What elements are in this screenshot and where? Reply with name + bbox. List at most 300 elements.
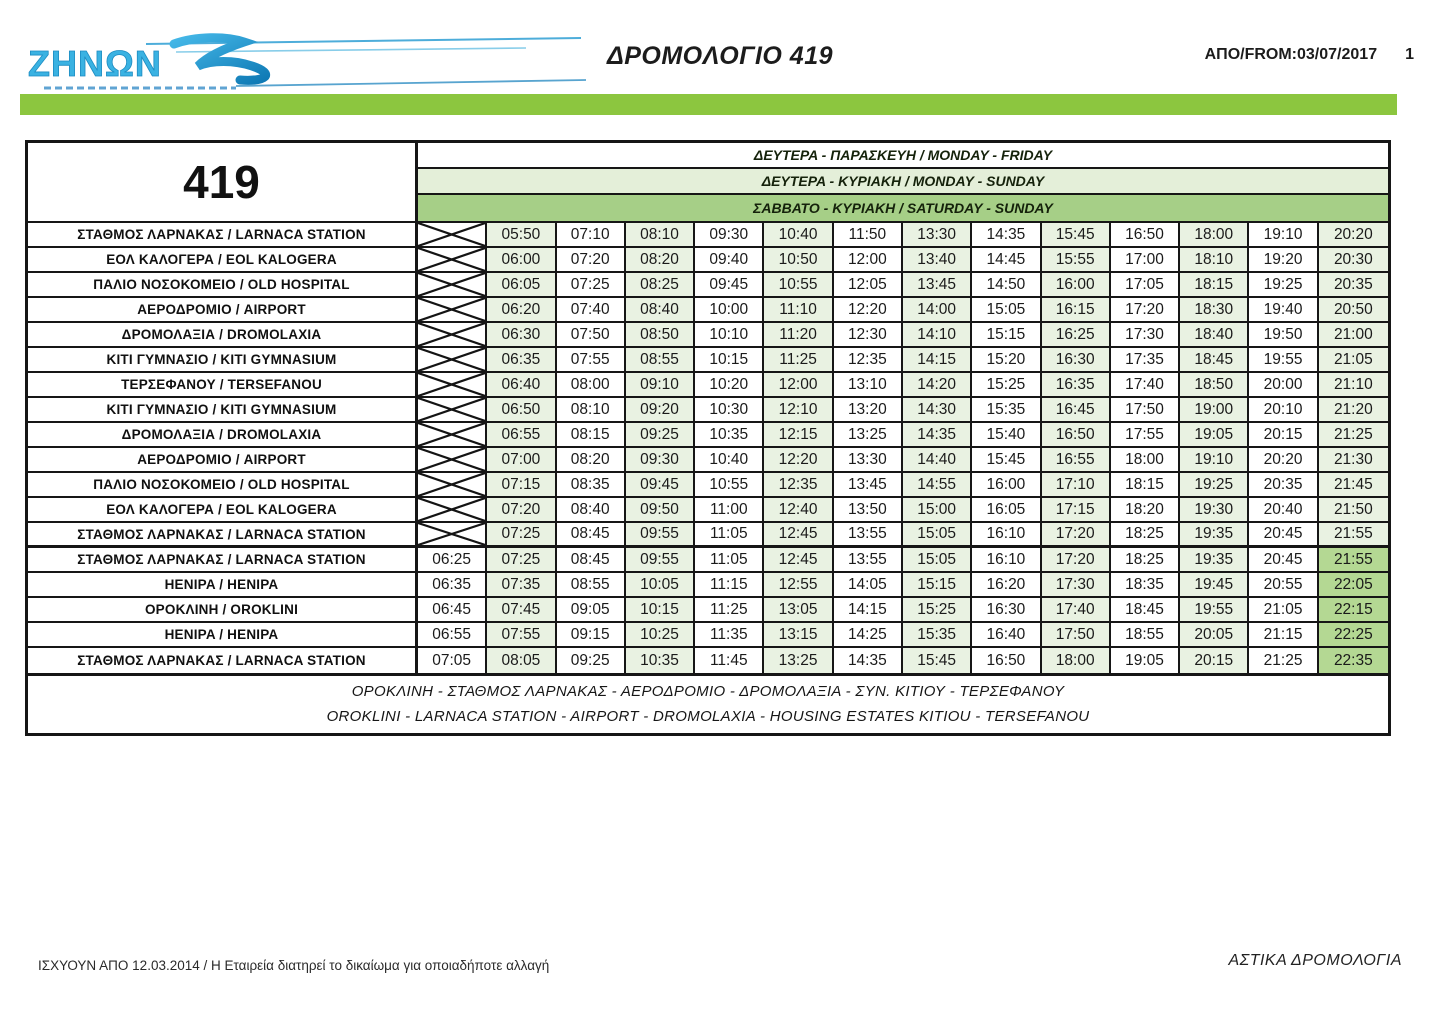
- departure-time: 18:10: [1180, 248, 1249, 273]
- departure-time: 10:50: [764, 248, 833, 273]
- station-name: HENIPA / HENIPA: [28, 573, 418, 598]
- departure-time: 16:50: [1111, 223, 1180, 248]
- departure-time: 10:20: [695, 373, 764, 398]
- departure-time: 10:35: [695, 423, 764, 448]
- no-service-x-icon: [418, 423, 487, 448]
- departure-time: 20:45: [1249, 523, 1318, 548]
- departure-time: 11:15: [695, 573, 764, 598]
- departure-time: 16:20: [972, 573, 1041, 598]
- departure-time: 14:15: [834, 598, 903, 623]
- departure-time: 09:40: [695, 248, 764, 273]
- departure-time: 18:40: [1180, 323, 1249, 348]
- timetable-row: [28, 598, 1388, 623]
- station-name: ΠΑΛΙΟ ΝΟΣΟΚΟΜΕΙΟ / OLD HOSPITAL: [28, 473, 418, 498]
- departure-time: 07:10: [557, 223, 626, 248]
- departure-time: 08:40: [557, 498, 626, 523]
- departure-time: 21:50: [1319, 498, 1388, 523]
- departure-time: 20:20: [1249, 448, 1318, 473]
- station-name: ΚΙΤΙ ΓΥΜΝΑΣΙΟ / KITI GYMNASIUM: [28, 398, 418, 423]
- departure-time: 15:15: [972, 323, 1041, 348]
- departure-time: 14:10: [903, 323, 972, 348]
- timetable-row: [28, 498, 1388, 523]
- departure-time: 20:10: [1249, 398, 1318, 423]
- departure-time: 16:30: [1042, 348, 1111, 373]
- departure-time: 10:40: [764, 223, 833, 248]
- departure-time: 18:35: [1111, 573, 1180, 598]
- departure-time: 08:35: [557, 473, 626, 498]
- page-title: ΔΡΟΜΟΛΟΓΙΟ 419: [606, 42, 834, 70]
- departure-time: 13:30: [903, 223, 972, 248]
- departure-time: 21:05: [1249, 598, 1318, 623]
- departure-time: 07:55: [487, 623, 556, 648]
- departure-time: 08:15: [557, 423, 626, 448]
- departure-time: 11:10: [764, 298, 833, 323]
- departure-time: 09:10: [626, 373, 695, 398]
- departure-time: 12:00: [834, 248, 903, 273]
- departure-time: 09:25: [626, 423, 695, 448]
- departure-time: 19:05: [1111, 648, 1180, 673]
- departure-time: 19:40: [1249, 298, 1318, 323]
- timetable-header: [28, 143, 1388, 223]
- departure-time: 07:00: [487, 448, 556, 473]
- departure-time: 12:10: [764, 398, 833, 423]
- station-name: ΟΡΟΚΛΙΝΗ / OROKLINI: [28, 598, 418, 623]
- departure-time: 17:20: [1042, 548, 1111, 573]
- departure-time: 13:45: [903, 273, 972, 298]
- departure-time: 15:45: [972, 448, 1041, 473]
- timetable-row: [28, 623, 1388, 648]
- departure-time: 08:10: [626, 223, 695, 248]
- departure-time: 18:25: [1111, 523, 1180, 548]
- departure-time: 11:50: [834, 223, 903, 248]
- departure-time: 07:05: [418, 648, 487, 673]
- departure-time: 12:40: [764, 498, 833, 523]
- service-type-note: ΑΣΤΙΚΑ ΔΡΟΜΟΛΟΓΙΑ: [1228, 952, 1402, 969]
- departure-time: 15:35: [972, 398, 1041, 423]
- station-name: ΔΡΟΜΟΛΑΞΙΑ / DROMOLAXIA: [28, 323, 418, 348]
- day-header-mon-sun: ΔΕΥΤΕΡΑ - ΚΥΡΙΑΚΗ / MONDAY - SUNDAY: [418, 169, 1388, 195]
- departure-time: 20:05: [1180, 623, 1249, 648]
- departure-time: 17:20: [1042, 523, 1111, 548]
- departure-time: 20:35: [1319, 273, 1388, 298]
- valid-from-date: ΑΠΟ/FROM:03/07/2017: [1204, 46, 1378, 63]
- departure-time: 06:30: [487, 323, 556, 348]
- no-service-x-icon: [418, 498, 487, 523]
- departure-time: 06:25: [418, 548, 487, 573]
- departure-time: 21:30: [1319, 448, 1388, 473]
- departure-time: 06:35: [418, 573, 487, 598]
- departure-time: 11:05: [695, 548, 764, 573]
- departure-time: 20:30: [1319, 248, 1388, 273]
- departure-time: 06:35: [487, 348, 556, 373]
- departure-time: 13:05: [764, 598, 833, 623]
- departure-time: 16:50: [972, 648, 1041, 673]
- departure-time: 08:05: [487, 648, 556, 673]
- departure-time: 18:45: [1180, 348, 1249, 373]
- departure-time: 12:20: [764, 448, 833, 473]
- departure-time: 20:35: [1249, 473, 1318, 498]
- station-name: ΠΑΛΙΟ ΝΟΣΟΚΟΜΕΙΟ / OLD HOSPITAL: [28, 273, 418, 298]
- no-service-x-icon: [418, 398, 487, 423]
- station-name: ΤΕΡΣΕΦΑΝΟΥ / TERSEFANOU: [28, 373, 418, 398]
- departure-time: 18:00: [1111, 448, 1180, 473]
- departure-time: 17:40: [1042, 598, 1111, 623]
- departure-time: 13:50: [834, 498, 903, 523]
- timetable-row: [28, 398, 1388, 423]
- timetable-row: [28, 298, 1388, 323]
- departure-time: 21:25: [1249, 648, 1318, 673]
- departure-time: 10:10: [695, 323, 764, 348]
- departure-time: 07:55: [557, 348, 626, 373]
- timetable-row: [28, 573, 1388, 598]
- departure-time: 12:30: [834, 323, 903, 348]
- departure-time: 19:20: [1249, 248, 1318, 273]
- departure-time: 18:25: [1111, 548, 1180, 573]
- validity-note: ΙΣΧΥΟΥΝ ΑΠΟ 12.03.2014 / Η Εταιρεία διατηρεί το δικαίωμα για οποιαδήποτε αλλαγή: [38, 958, 550, 973]
- departure-time: 21:15: [1249, 623, 1318, 648]
- departure-time: 15:05: [972, 298, 1041, 323]
- departure-time: 07:35: [487, 573, 556, 598]
- departure-time: 19:55: [1180, 598, 1249, 623]
- departure-time: 19:10: [1180, 448, 1249, 473]
- departure-time: 18:30: [1180, 298, 1249, 323]
- timetable-row: [28, 423, 1388, 448]
- departure-time: 12:45: [764, 548, 833, 573]
- departure-time: 13:40: [903, 248, 972, 273]
- departure-time: 14:55: [903, 473, 972, 498]
- departure-time: 08:40: [626, 298, 695, 323]
- departure-time: 12:45: [764, 523, 833, 548]
- departure-time: 09:55: [626, 523, 695, 548]
- departure-time: 06:45: [418, 598, 487, 623]
- departure-time: 21:05: [1319, 348, 1388, 373]
- departure-time: 19:25: [1249, 273, 1318, 298]
- departure-time: 20:00: [1249, 373, 1318, 398]
- departure-time: 10:05: [626, 573, 695, 598]
- departure-time: 20:55: [1249, 573, 1318, 598]
- departure-time: 16:00: [972, 473, 1041, 498]
- departure-time: 18:00: [1042, 648, 1111, 673]
- departure-time: 16:30: [972, 598, 1041, 623]
- departure-time: 11:25: [764, 348, 833, 373]
- departure-time: 20:15: [1249, 423, 1318, 448]
- departure-time: 10:00: [695, 298, 764, 323]
- departure-time: 17:30: [1042, 573, 1111, 598]
- departure-time: 15:05: [903, 548, 972, 573]
- departure-time: 10:30: [695, 398, 764, 423]
- no-service-x-icon: [418, 273, 487, 298]
- departure-time: 06:20: [487, 298, 556, 323]
- station-name: ΣΤΑΘΜΟΣ ΛΑΡΝΑΚΑΣ / LARNACA STATION: [28, 523, 418, 548]
- day-header-sat-sun: ΣΑΒΒΑΤΟ - ΚΥΡΙΑΚΗ / SATURDAY - SUNDAY: [418, 195, 1388, 221]
- departure-time: 19:25: [1180, 473, 1249, 498]
- departure-time: 18:15: [1111, 473, 1180, 498]
- departure-time: 21:55: [1319, 523, 1388, 548]
- departure-time: 17:55: [1111, 423, 1180, 448]
- departure-time: 07:25: [557, 273, 626, 298]
- departure-time: 22:25: [1319, 623, 1388, 648]
- departure-time: 12:15: [764, 423, 833, 448]
- station-name: HENIPA / HENIPA: [28, 623, 418, 648]
- departure-time: 17:10: [1042, 473, 1111, 498]
- departure-time: 15:55: [1042, 248, 1111, 273]
- departure-time: 13:45: [834, 473, 903, 498]
- departure-time: 19:05: [1180, 423, 1249, 448]
- departure-time: 09:20: [626, 398, 695, 423]
- departure-time: 20:40: [1249, 498, 1318, 523]
- station-name: ΑΕΡΟΔΡΟΜΙΟ / AIRPORT: [28, 298, 418, 323]
- departure-time: 14:05: [834, 573, 903, 598]
- departure-time: 16:05: [972, 498, 1041, 523]
- departure-time: 13:25: [834, 423, 903, 448]
- departure-time: 20:45: [1249, 548, 1318, 573]
- departure-time: 17:00: [1111, 248, 1180, 273]
- route-number: 419: [28, 143, 418, 221]
- no-service-x-icon: [418, 373, 487, 398]
- timetable-row: [28, 273, 1388, 298]
- departure-time: 16:00: [1042, 273, 1111, 298]
- departure-time: 07:45: [487, 598, 556, 623]
- timetable-row: [28, 223, 1388, 248]
- departure-time: 16:10: [972, 548, 1041, 573]
- departure-time: 14:20: [903, 373, 972, 398]
- departure-time: 21:20: [1319, 398, 1388, 423]
- station-name: ΚΙΤΙ ΓΥΜΝΑΣΙΟ / KITI GYMNASIUM: [28, 348, 418, 373]
- route-summary-greek: ΟΡΟΚΛΙΝΗ - ΣΤΑΘΜΟΣ ΛΑΡΝΑΚΑΣ - ΑΕΡΟΔΡΟΜΙΟ - ΔΡΟΜΟΛΑΞΙΑ - ΣΥΝ. ΚΙΤΙΟΥ - ΤΕΡΣΕΦΑΝΟΥ: [351, 683, 1065, 700]
- timetable-row: [28, 448, 1388, 473]
- no-service-x-icon: [418, 248, 487, 273]
- departure-time: 15:40: [972, 423, 1041, 448]
- departure-time: 21:25: [1319, 423, 1388, 448]
- departure-time: 15:00: [903, 498, 972, 523]
- departure-time: 14:15: [903, 348, 972, 373]
- departure-time: 08:25: [626, 273, 695, 298]
- departure-time: 15:15: [903, 573, 972, 598]
- departure-time: 13:15: [764, 623, 833, 648]
- departure-time: 20:50: [1319, 298, 1388, 323]
- departure-time: 16:45: [1042, 398, 1111, 423]
- departure-time: 15:05: [903, 523, 972, 548]
- departure-time: 10:55: [695, 473, 764, 498]
- departure-time: 17:30: [1111, 323, 1180, 348]
- timetable-row: [28, 348, 1388, 373]
- departure-time: 07:50: [557, 323, 626, 348]
- timetable-row: [28, 473, 1388, 498]
- departure-time: 08:55: [626, 348, 695, 373]
- departure-time: 15:35: [903, 623, 972, 648]
- departure-time: 18:00: [1180, 223, 1249, 248]
- departure-time: 19:30: [1180, 498, 1249, 523]
- timetable-row: [28, 548, 1388, 573]
- departure-time: 11:45: [695, 648, 764, 673]
- departure-time: 19:00: [1180, 398, 1249, 423]
- departure-time: 19:55: [1249, 348, 1318, 373]
- departure-time: 18:20: [1111, 498, 1180, 523]
- departure-time: 18:55: [1111, 623, 1180, 648]
- departure-time: 07:25: [487, 523, 556, 548]
- day-header-mon-fri: ΔΕΥΤΕΡΑ - ΠΑΡΑΣΚΕΥΗ / MONDAY - FRIDAY: [418, 143, 1388, 169]
- no-service-x-icon: [418, 223, 487, 248]
- departure-time: 14:25: [834, 623, 903, 648]
- departure-time: 06:05: [487, 273, 556, 298]
- departure-time: 14:45: [972, 248, 1041, 273]
- departure-time: 10:25: [626, 623, 695, 648]
- departure-time: 19:50: [1249, 323, 1318, 348]
- route-summary: [28, 673, 1388, 733]
- departure-time: 09:50: [626, 498, 695, 523]
- departure-time: 18:45: [1111, 598, 1180, 623]
- departure-time: 14:35: [834, 648, 903, 673]
- departure-time: 09:45: [695, 273, 764, 298]
- departure-time: 17:50: [1042, 623, 1111, 648]
- timetable-body: [28, 223, 1388, 673]
- departure-time: 16:15: [1042, 298, 1111, 323]
- departure-time: 16:50: [1042, 423, 1111, 448]
- departure-time: 08:45: [557, 523, 626, 548]
- no-service-x-icon: [418, 298, 487, 323]
- departure-time: 19:35: [1180, 548, 1249, 573]
- departure-time: 13:20: [834, 398, 903, 423]
- route-summary-english: OROKLINI - LARNACA STATION - AIRPORT - DROMOLAXIA - HOUSING ESTATES KITIOU - TERSEFANOU: [326, 708, 1090, 725]
- departure-time: 17:15: [1042, 498, 1111, 523]
- departure-time: 20:15: [1180, 648, 1249, 673]
- departure-time: 09:15: [557, 623, 626, 648]
- station-name: ΣΤΑΘΜΟΣ ΛΑΡΝΑΚΑΣ / LARNACA STATION: [28, 223, 418, 248]
- departure-time: 14:30: [903, 398, 972, 423]
- departure-time: 09:30: [626, 448, 695, 473]
- day-header-rows: [418, 143, 1388, 221]
- departure-time: 06:00: [487, 248, 556, 273]
- departure-time: 21:45: [1319, 473, 1388, 498]
- departure-time: 12:55: [764, 573, 833, 598]
- departure-time: 13:55: [834, 548, 903, 573]
- departure-time: 22:15: [1319, 598, 1388, 623]
- departure-time: 12:35: [834, 348, 903, 373]
- departure-time: 17:35: [1111, 348, 1180, 373]
- departure-time: 14:50: [972, 273, 1041, 298]
- departure-time: 10:40: [695, 448, 764, 473]
- departure-time: 21:00: [1319, 323, 1388, 348]
- departure-time: 14:35: [903, 423, 972, 448]
- departure-time: 05:50: [487, 223, 556, 248]
- departure-time: 15:25: [903, 598, 972, 623]
- logo-wordmark: ΖΗΝΩΝ: [28, 43, 162, 84]
- departure-time: 11:35: [695, 623, 764, 648]
- departure-time: 09:25: [557, 648, 626, 673]
- departure-time: 19:35: [1180, 523, 1249, 548]
- departure-time: 19:10: [1249, 223, 1318, 248]
- departure-time: 08:50: [626, 323, 695, 348]
- station-name: ΔΡΟΜΟΛΑΞΙΑ / DROMOLAXIA: [28, 423, 418, 448]
- departure-time: 20:20: [1319, 223, 1388, 248]
- departure-time: 12:20: [834, 298, 903, 323]
- departure-time: 13:10: [834, 373, 903, 398]
- departure-time: 12:35: [764, 473, 833, 498]
- departure-time: 08:20: [557, 448, 626, 473]
- station-name: ΑΕΡΟΔΡΟΜΙΟ / AIRPORT: [28, 448, 418, 473]
- departure-time: 18:15: [1180, 273, 1249, 298]
- departure-time: 06:40: [487, 373, 556, 398]
- no-service-x-icon: [418, 448, 487, 473]
- departure-time: 14:00: [903, 298, 972, 323]
- departure-time: 11:25: [695, 598, 764, 623]
- departure-time: 15:45: [1042, 223, 1111, 248]
- departure-time: 16:35: [1042, 373, 1111, 398]
- departure-time: 17:50: [1111, 398, 1180, 423]
- departure-time: 07:25: [487, 548, 556, 573]
- departure-time: 16:40: [972, 623, 1041, 648]
- no-service-x-icon: [418, 523, 487, 548]
- departure-time: 16:55: [1042, 448, 1111, 473]
- departure-time: 11:20: [764, 323, 833, 348]
- date-block: [1205, 46, 1414, 64]
- departure-time: 07:20: [487, 498, 556, 523]
- departure-time: 18:50: [1180, 373, 1249, 398]
- departure-time: 11:05: [695, 523, 764, 548]
- timetable: [25, 140, 1391, 736]
- departure-time: 07:15: [487, 473, 556, 498]
- departure-time: 08:10: [557, 398, 626, 423]
- timetable-row: [28, 248, 1388, 273]
- departure-time: 12:05: [834, 273, 903, 298]
- departure-time: 12:00: [764, 373, 833, 398]
- departure-time: 10:15: [695, 348, 764, 373]
- departure-time: 10:55: [764, 273, 833, 298]
- departure-time: 21:55: [1319, 548, 1388, 573]
- departure-time: 08:55: [557, 573, 626, 598]
- departure-time: 08:45: [557, 548, 626, 573]
- departure-time: 17:40: [1111, 373, 1180, 398]
- departure-time: 17:05: [1111, 273, 1180, 298]
- departure-time: 15:20: [972, 348, 1041, 373]
- departure-time: 06:55: [487, 423, 556, 448]
- departure-time: 13:25: [764, 648, 833, 673]
- departure-time: 09:30: [695, 223, 764, 248]
- timetable-row: [28, 523, 1388, 548]
- departure-time: 13:55: [834, 523, 903, 548]
- departure-time: 08:00: [557, 373, 626, 398]
- station-name: ΕΟΛ ΚΑΛΟΓΕΡΑ / EOL KALOGERA: [28, 498, 418, 523]
- departure-time: 06:50: [487, 398, 556, 423]
- timetable-row: [28, 373, 1388, 398]
- departure-time: 14:40: [903, 448, 972, 473]
- departure-time: 16:10: [972, 523, 1041, 548]
- departure-time: 19:45: [1180, 573, 1249, 598]
- timetable-row: [28, 323, 1388, 348]
- departure-time: 17:20: [1111, 298, 1180, 323]
- departure-time: 22:35: [1319, 648, 1388, 673]
- departure-time: 07:20: [557, 248, 626, 273]
- departure-time: 07:40: [557, 298, 626, 323]
- page-number: 1: [1405, 46, 1414, 63]
- departure-time: 09:55: [626, 548, 695, 573]
- no-service-x-icon: [418, 473, 487, 498]
- departure-time: 15:25: [972, 373, 1041, 398]
- departure-time: 06:55: [418, 623, 487, 648]
- departure-time: 10:15: [626, 598, 695, 623]
- departure-time: 09:05: [557, 598, 626, 623]
- departure-time: 10:35: [626, 648, 695, 673]
- departure-time: 15:45: [903, 648, 972, 673]
- station-name: ΣΤΑΘΜΟΣ ΛΑΡΝΑΚΑΣ / LARNACA STATION: [28, 648, 418, 673]
- departure-time: 08:20: [626, 248, 695, 273]
- departure-time: 22:05: [1319, 573, 1388, 598]
- station-name: ΣΤΑΘΜΟΣ ΛΑΡΝΑΚΑΣ / LARNACA STATION: [28, 548, 418, 573]
- departure-time: 16:25: [1042, 323, 1111, 348]
- departure-time: 21:10: [1319, 373, 1388, 398]
- logo-speed-line: [236, 80, 586, 86]
- accent-green-bar: [20, 94, 1397, 115]
